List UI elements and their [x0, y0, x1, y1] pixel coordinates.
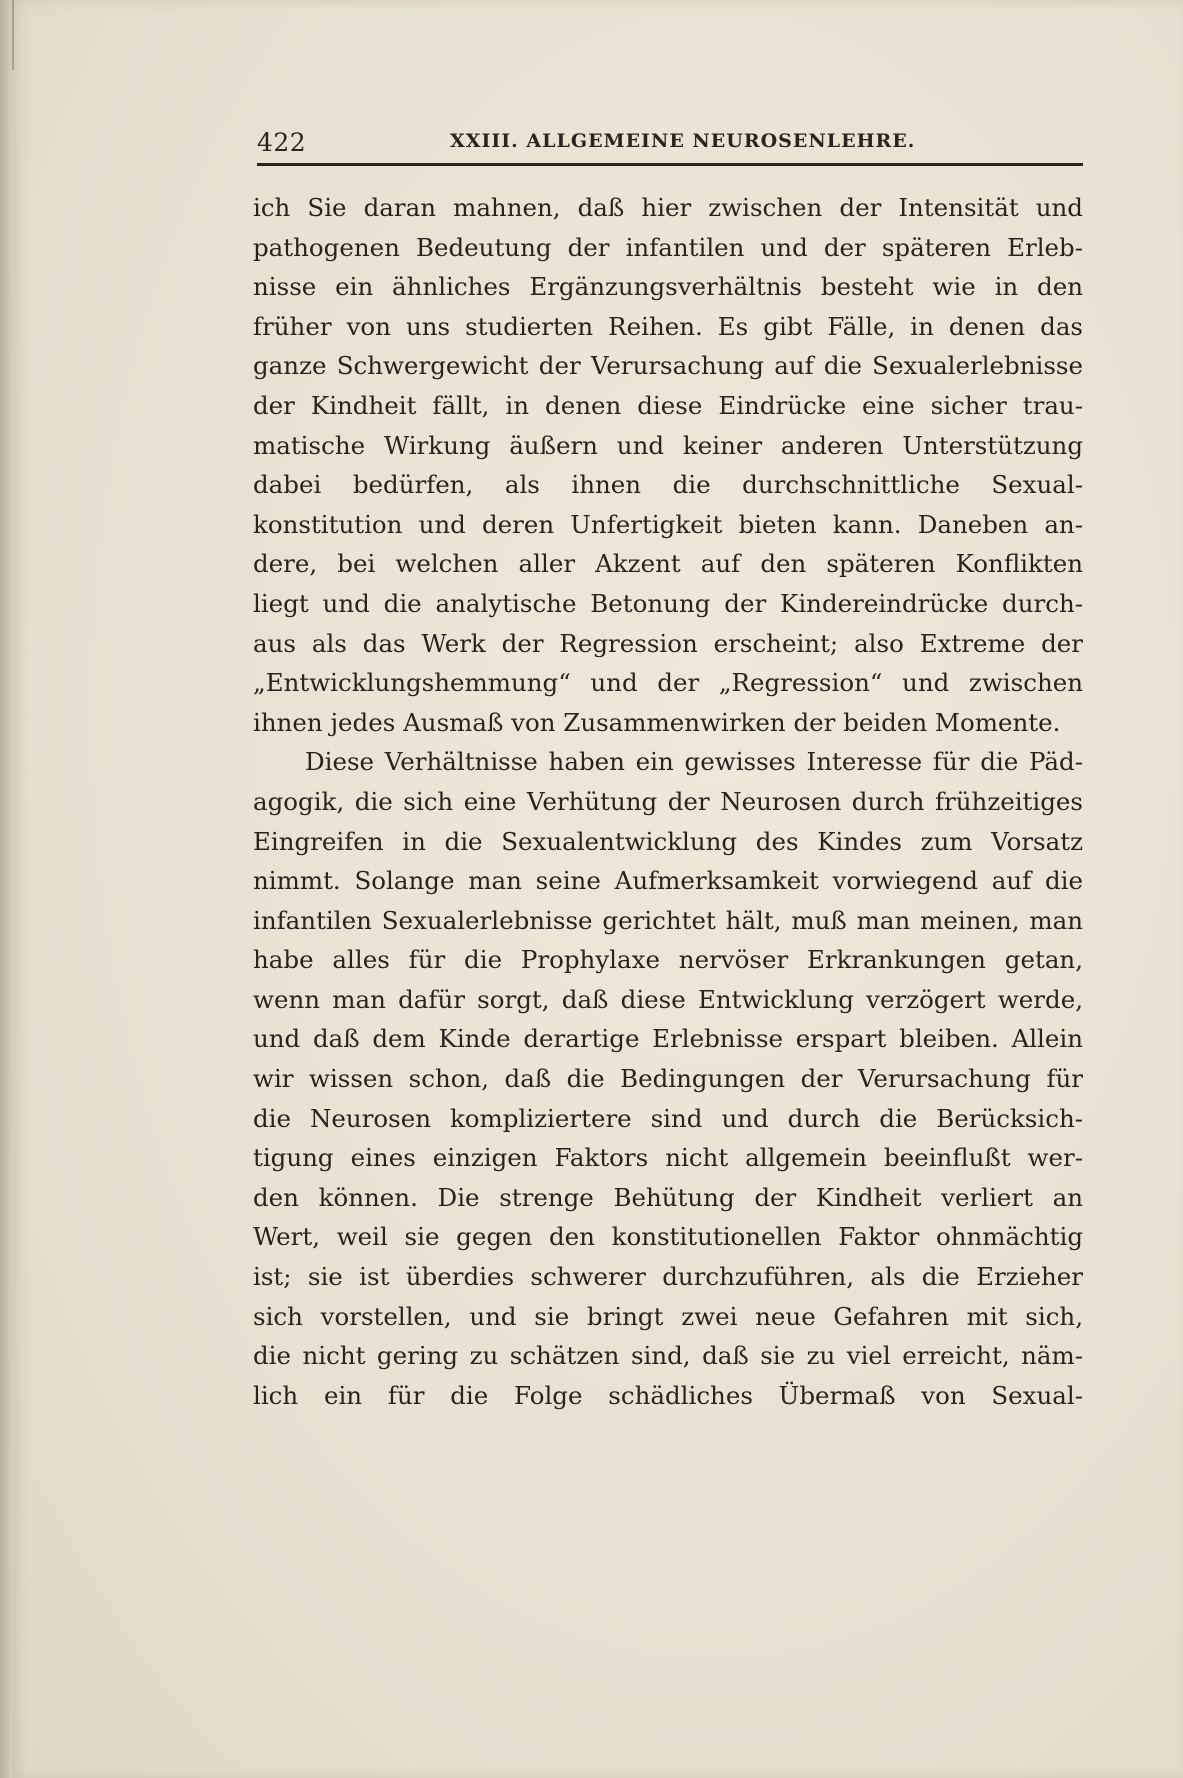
- text-line: sich vorstellen, und sie bringt zwei neue Gefahren mit sich,: [253, 1301, 1083, 1331]
- text-line: die nicht gering zu schätzen sind, daß sie zu viel erreicht, näm-: [253, 1341, 1083, 1371]
- text-line: der Kindheit fällt, in denen diese Eindrücke eine sicher trau-: [253, 390, 1083, 420]
- text-line: pathogenen Bedeutung der infantilen und der späteren Erleb-: [253, 232, 1083, 262]
- text-line: konstitution und deren Unfertigkeit bieten kann. Daneben an-: [253, 509, 1083, 539]
- text-line: agogik, die sich eine Verhütung der Neurosen durch frühzeitiges: [253, 786, 1083, 816]
- header-rule: [257, 163, 1083, 166]
- text-line: matische Wirkung äußern und keiner anderen Unterstützung: [253, 430, 1083, 460]
- text-line: ganze Schwergewicht der Verursachung auf die Sexualerlebnisse: [253, 351, 1083, 381]
- text-line: liegt und die analytische Betonung der Kindereindrücke durch-: [253, 588, 1083, 618]
- text-line: Diese Verhältnisse haben ein gewisses Interesse für die Päd-: [305, 747, 1083, 777]
- text-line: die Neurosen kompliziertere sind und durch die Berücksich-: [253, 1103, 1083, 1133]
- text-line: früher von uns studierten Reihen. Es gibt Fälle, in denen das: [253, 311, 1083, 341]
- page-header: [257, 128, 1083, 160]
- text-line: nisse ein ähnliches Ergänzungsverhältnis besteht wie in den: [253, 272, 1083, 302]
- ink-mark: [12, 0, 44, 70]
- text-line: lich ein für die Folge schädliches Übermaß von Sexual-: [253, 1380, 1083, 1410]
- text-line: und daß dem Kinde derartige Erlebnisse erspart bleiben. Allein: [253, 1024, 1083, 1054]
- page-number: 422: [257, 128, 307, 157]
- page-edge: [0, 0, 12, 1778]
- text-line: wenn man dafür sorgt, daß diese Entwicklung verzögert werde,: [253, 984, 1083, 1014]
- body-text: [253, 188, 1083, 1415]
- text-line: habe alles für die Prophylaxe nervöser Erkrankungen getan,: [253, 945, 1083, 975]
- text-line: „Entwicklungshemmung“ und der „Regression“ und zwischen: [253, 668, 1083, 698]
- text-line: tigung eines einzigen Faktors nicht allgemein beeinflußt wer-: [253, 1143, 1083, 1173]
- text-line: ist; sie ist überdies schwerer durchzuführen, als die Erzieher: [253, 1262, 1083, 1292]
- text-line: Wert, weil sie gegen den konstitutionellen Faktor ohnmächtig: [253, 1222, 1083, 1252]
- text-line: ich Sie daran mahnen, daß hier zwischen der Intensität und: [253, 193, 1083, 222]
- text-line: nimmt. Solange man seine Aufmerksamkeit vorwiegend auf die: [253, 866, 1083, 896]
- text-line: wir wissen schon, daß die Bedingungen der Verursachung für: [253, 1064, 1083, 1094]
- running-title: XXIII. ALLGEMEINE NEUROSENLEHRE.: [450, 130, 916, 152]
- text-line: dabei bedürfen, als ihnen die durchschnittliche Sexual-: [253, 470, 1083, 500]
- text-line: den können. Die strenge Behütung der Kindheit verliert an: [253, 1182, 1083, 1212]
- text-line: aus als das Werk der Regression erscheint; also Extreme der: [253, 628, 1083, 658]
- text-line: ihnen jedes Ausmaß von Zusammenwirken der beiden Momente.: [253, 707, 1061, 737]
- text-line: Eingreifen in die Sexualentwicklung des Kindes zum Vorsatz: [253, 826, 1083, 856]
- text-line: dere, bei welchen aller Akzent auf den späteren Konflikten: [253, 549, 1083, 579]
- text-line: infantilen Sexualerlebnisse gerichtet hält, muß man meinen, man: [253, 905, 1083, 935]
